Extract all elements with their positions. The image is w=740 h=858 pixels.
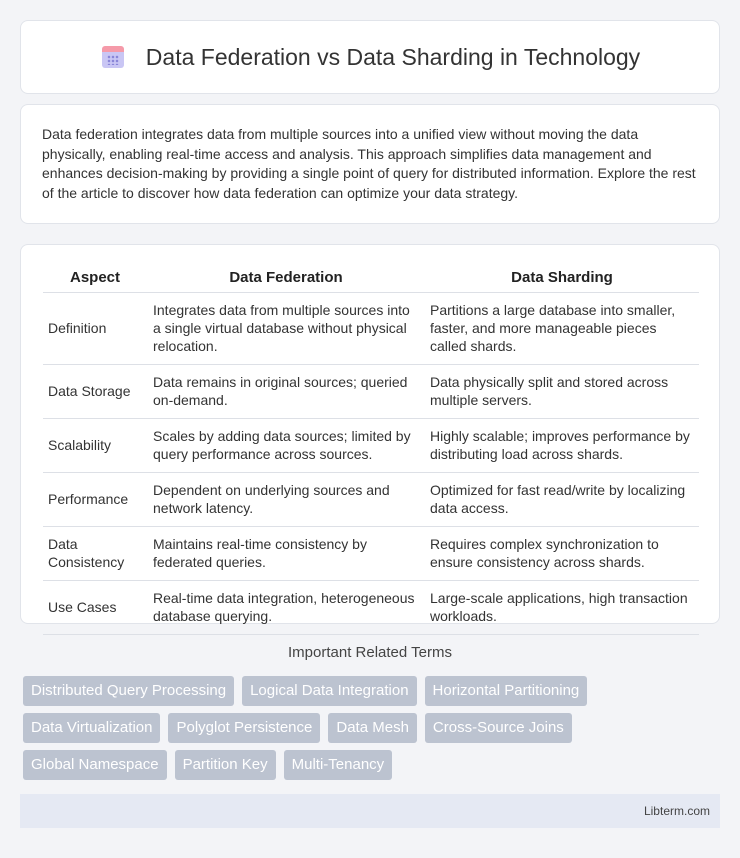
tag-cross-source-joins[interactable]: Cross-Source Joins bbox=[425, 713, 572, 743]
tag-logical-data-integration[interactable]: Logical Data Integration bbox=[242, 676, 416, 706]
tag-row bbox=[23, 676, 723, 706]
row-sharding: Highly scalable; improves performance by distributing load across shards. bbox=[430, 428, 690, 462]
table-row bbox=[43, 581, 699, 635]
table-row bbox=[43, 293, 699, 365]
tag-global-namespace[interactable]: Global Namespace bbox=[23, 750, 167, 780]
tag-horizontal-partitioning[interactable]: Horizontal Partitioning bbox=[425, 676, 588, 706]
tag-polyglot-persistence[interactable]: Polyglot Persistence bbox=[168, 713, 320, 743]
row-federation: Data remains in original sources; queried on-demand. bbox=[153, 374, 408, 408]
calendar-icon bbox=[100, 44, 126, 70]
row-federation: Maintains real-time consistency by federated queries. bbox=[153, 536, 367, 570]
tag-distributed-query-processing[interactable]: Distributed Query Processing bbox=[23, 676, 234, 706]
footer-brand[interactable]: Libterm.com bbox=[643, 804, 710, 818]
related-terms-title: Important Related Terms bbox=[288, 644, 452, 661]
tag-multi-tenancy[interactable]: Multi-Tenancy bbox=[284, 750, 393, 780]
row-federation: Scales by adding data sources; limited by query performance across sources. bbox=[153, 428, 411, 462]
comparison-card bbox=[20, 244, 720, 624]
comparison-table bbox=[43, 267, 699, 635]
row-sharding: Requires complex synchronization to ensure consistency across shards. bbox=[430, 536, 659, 570]
intro-card bbox=[20, 104, 720, 224]
row-aspect: Scalability bbox=[48, 437, 112, 453]
header-aspect: Aspect bbox=[69, 269, 121, 286]
table-header-row bbox=[43, 267, 699, 293]
page-title: Data Federation vs Data Sharding in Technology bbox=[145, 43, 641, 70]
header-data-federation: Data Federation bbox=[229, 269, 343, 286]
row-sharding: Large-scale applications, high transaction workloads. bbox=[430, 590, 688, 624]
row-sharding: Data physically split and stored across multiple servers. bbox=[430, 374, 669, 408]
row-aspect: Data Storage bbox=[48, 383, 131, 399]
footer bbox=[20, 794, 720, 828]
row-sharding: Optimized for fast read/write by localizing data access. bbox=[430, 482, 686, 516]
table-row bbox=[43, 473, 699, 527]
row-aspect: Performance bbox=[48, 491, 129, 507]
related-terms-tags bbox=[23, 676, 723, 787]
table-row bbox=[43, 419, 699, 473]
row-sharding: Partitions a large database into smaller, faster, and more manageable pieces called shards. bbox=[430, 302, 676, 354]
row-federation: Real-time data integration, heterogeneous database querying. bbox=[153, 590, 415, 624]
intro-paragraph: Data federation integrates data from multiple sources into a unified view without moving the data physically, enabling real-time access and analysis. This approach simplifies data management and enhances decision-making by providing a single point of query for distributed information. Explore the rest of the article to discover how data federation can optimize your data strategy. bbox=[42, 126, 696, 201]
title-card bbox=[20, 20, 720, 94]
tag-row bbox=[23, 713, 723, 743]
tag-partition-key[interactable]: Partition Key bbox=[175, 750, 276, 780]
row-aspect: Definition bbox=[48, 320, 107, 336]
row-federation: Integrates data from multiple sources into a single virtual database without physical relocation. bbox=[153, 302, 410, 354]
tag-row bbox=[23, 750, 723, 780]
row-aspect: Data Consistency bbox=[48, 536, 125, 570]
header-data-sharding: Data Sharding bbox=[511, 269, 613, 286]
row-federation: Dependent on underlying sources and network latency. bbox=[153, 482, 390, 516]
tag-data-mesh[interactable]: Data Mesh bbox=[328, 713, 417, 743]
row-aspect: Use Cases bbox=[48, 599, 117, 615]
table-row bbox=[43, 365, 699, 419]
tag-data-virtualization[interactable]: Data Virtualization bbox=[23, 713, 160, 743]
table-row bbox=[43, 527, 699, 581]
